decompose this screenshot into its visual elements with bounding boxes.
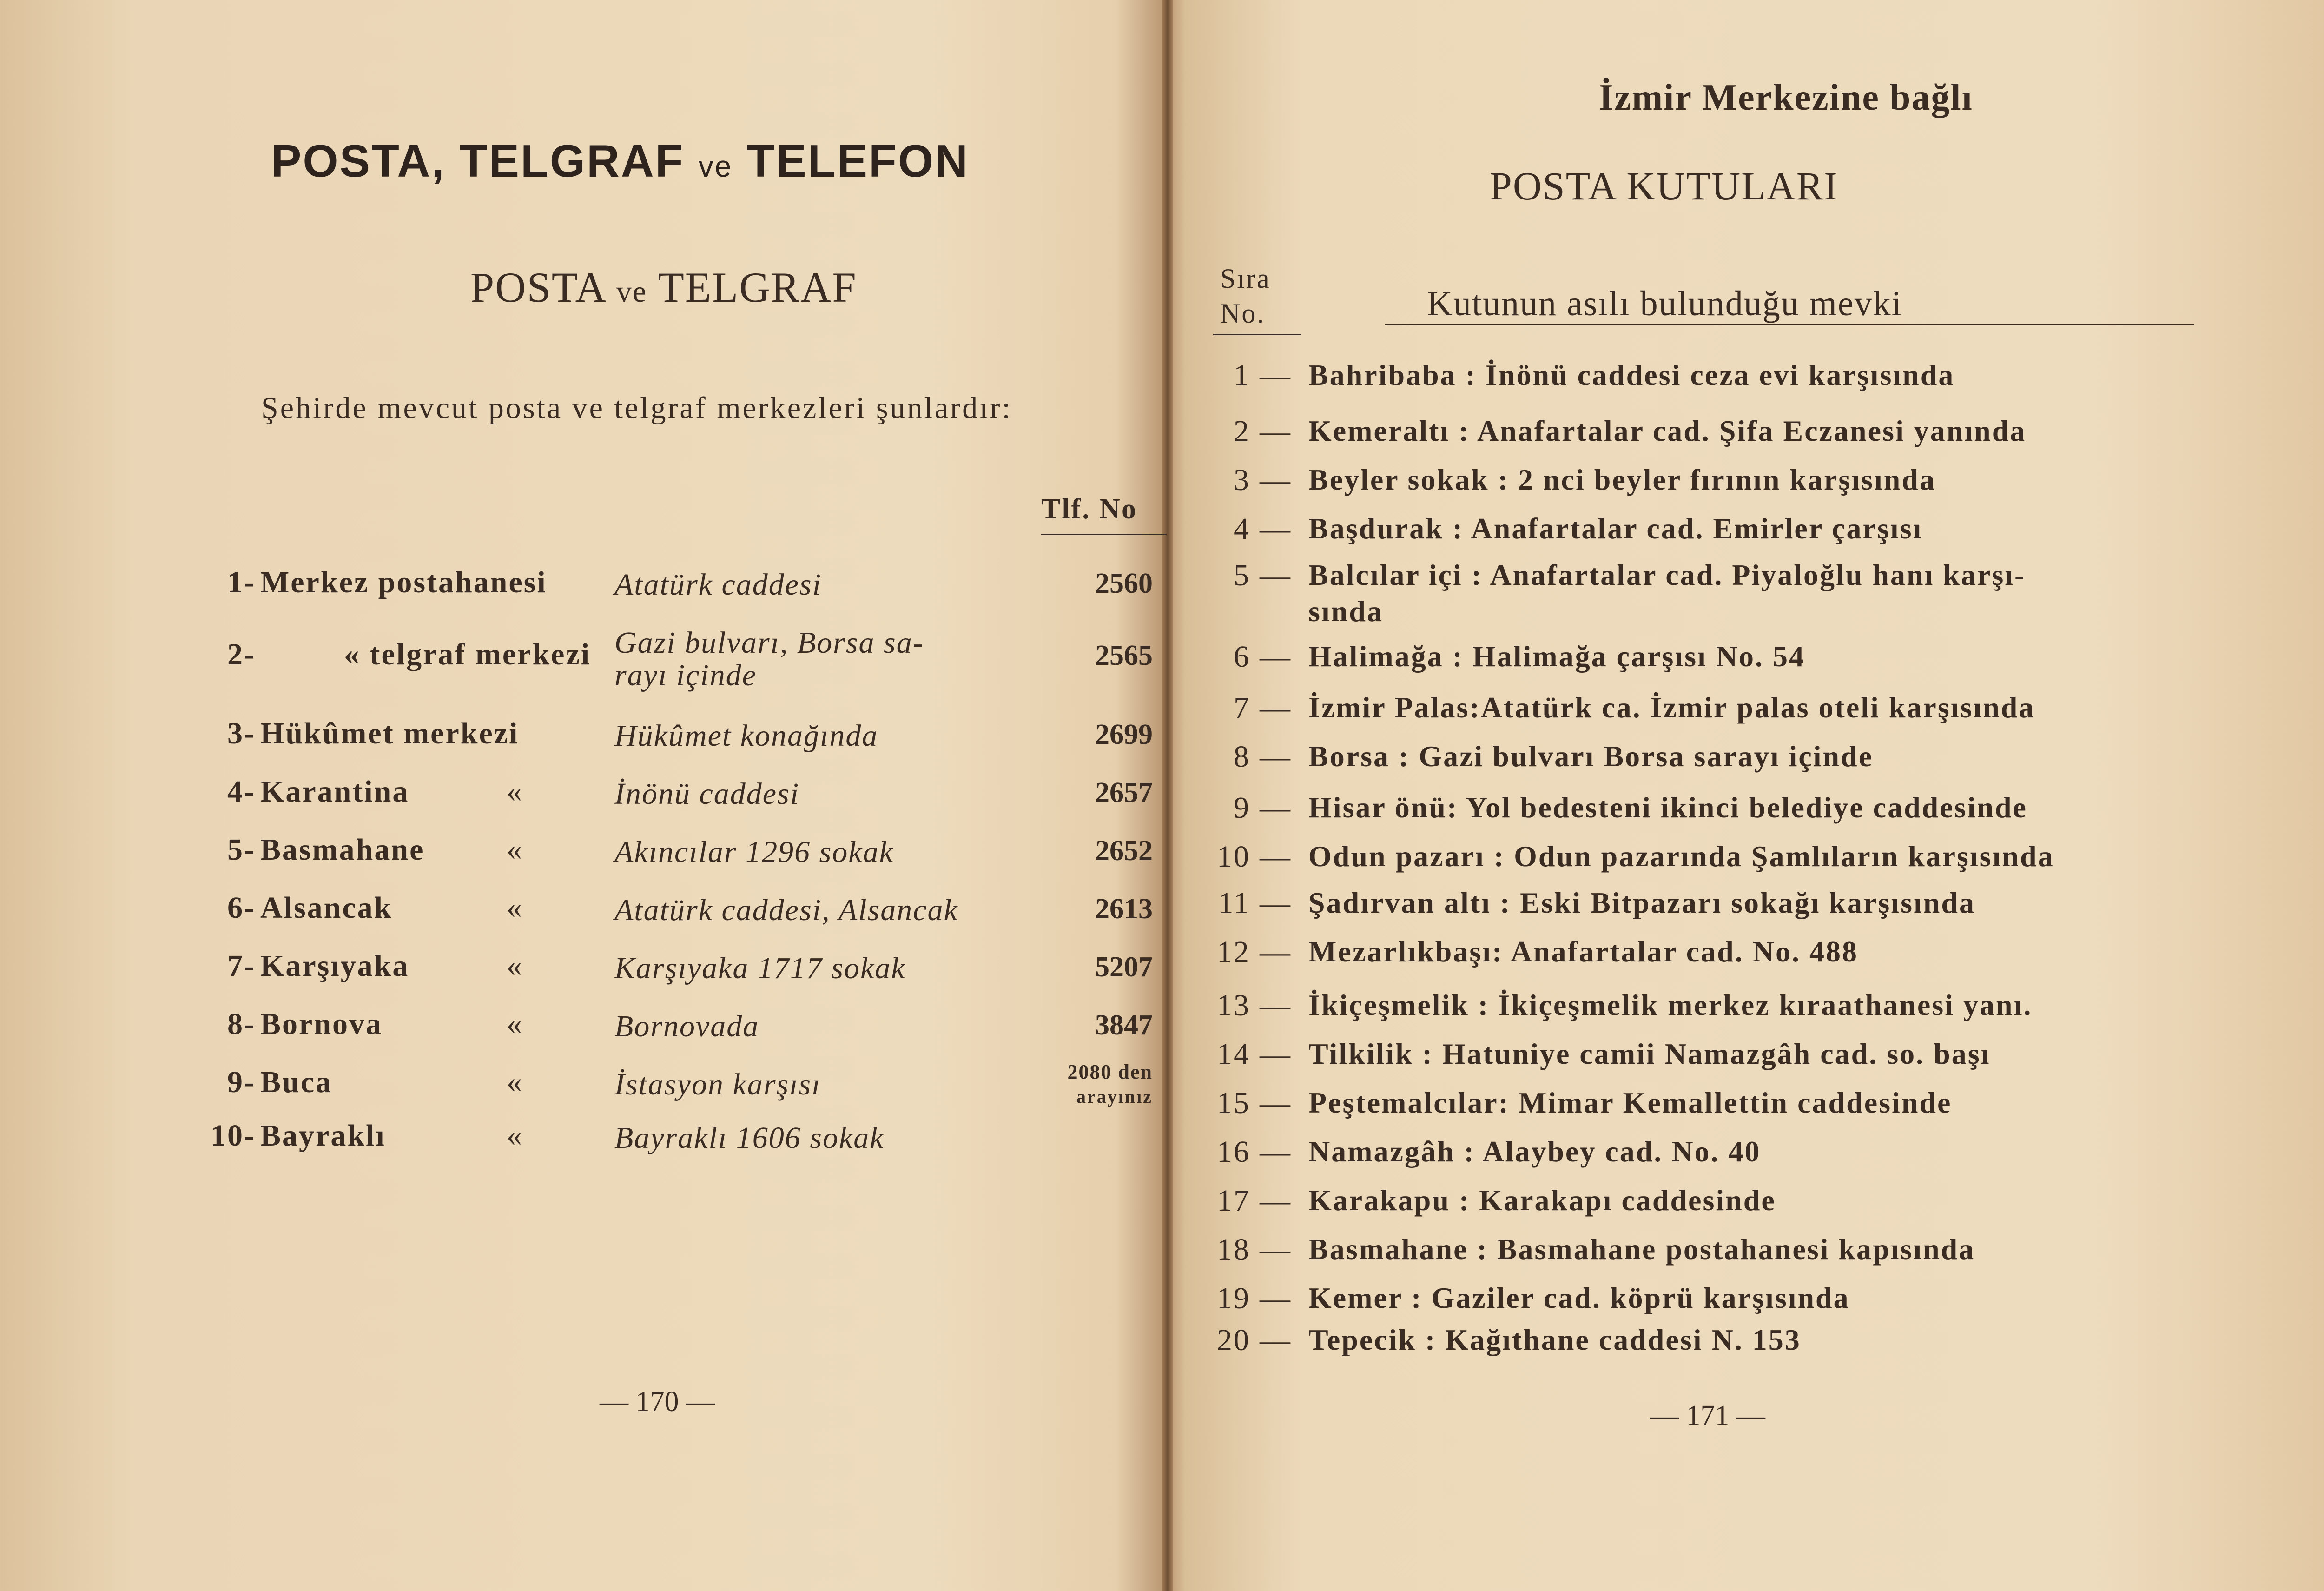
- dash: —: [1260, 1184, 1292, 1218]
- ditto-mark: «: [507, 775, 523, 809]
- phone-number: 2652: [1095, 835, 1153, 867]
- dash: —: [1260, 1233, 1292, 1266]
- dash: —: [1260, 1281, 1292, 1315]
- subtitle-a: POSTA: [470, 264, 605, 311]
- dash: —: [1260, 691, 1292, 725]
- dash: —: [1260, 512, 1292, 546]
- row-number: 3: [1234, 463, 1250, 497]
- office-address: Bayraklı 1606 sokak: [614, 1121, 885, 1155]
- dash: —: [1260, 935, 1292, 969]
- row-number: 5: [1234, 558, 1250, 592]
- mailbox-location: Basmahane : Basmahane postahanesi kapısında: [1308, 1233, 1975, 1266]
- phone-number: 2080 den: [1067, 1061, 1153, 1083]
- title-ve: ve: [698, 150, 733, 183]
- office-name: Bayraklı: [260, 1119, 386, 1153]
- subtitle-ve: ve: [616, 275, 647, 309]
- office-name: Alsancak: [260, 891, 393, 925]
- col-no-underline: [1213, 334, 1301, 335]
- row-number: 19: [1217, 1281, 1250, 1315]
- mailbox-location: Kemer : Gaziler cad. köprü karşısında: [1308, 1281, 1850, 1314]
- phone-number: 2699: [1095, 719, 1153, 750]
- office-address: Atatürk caddesi, Alsancak: [614, 893, 958, 927]
- row-number: 6: [1234, 640, 1250, 674]
- office-name: Hükûmet merkezi: [260, 716, 519, 750]
- office-name: « telgraf merkezi: [344, 637, 591, 671]
- col-no-label-a: Sıra: [1220, 263, 1271, 294]
- col-location-underline: [1385, 324, 2194, 325]
- office-name: Bornova: [260, 1007, 383, 1041]
- row-number: 4-: [227, 775, 256, 809]
- dash: —: [1260, 1086, 1292, 1120]
- row-number: 9: [1234, 791, 1250, 825]
- intro-text: Şehirde mevcut posta ve telgraf merkezleri şunlardır:: [261, 391, 1012, 425]
- phone-column-header: Tlf. No: [1041, 493, 1137, 525]
- dash: —: [1260, 791, 1292, 825]
- mailbox-location: Mezarlıkbaşı: Anafartalar cad. No. 488: [1308, 935, 1858, 968]
- row-number: 15: [1217, 1086, 1250, 1120]
- mailbox-location: Namazgâh : Alaybey cad. No. 40: [1308, 1135, 1761, 1168]
- page-title: POSTA KUTULARI: [1490, 164, 1838, 208]
- dash: —: [1260, 558, 1292, 592]
- dash: —: [1260, 640, 1292, 674]
- subtitle-b: TELGRAF: [658, 264, 857, 311]
- dash: —: [1260, 414, 1292, 448]
- row-number: 1: [1234, 358, 1250, 392]
- phone-number: 3847: [1095, 1009, 1153, 1041]
- office-address: Akıncılar 1296 sokak: [614, 835, 894, 869]
- phone-note: arayınız: [1076, 1086, 1153, 1107]
- office-address: İstasyon karşısı: [614, 1067, 821, 1101]
- phone-number: 2613: [1095, 893, 1153, 925]
- row-number: 7-: [227, 949, 256, 983]
- phone-number: 2560: [1095, 568, 1153, 599]
- mailbox-location: Peştemalcılar: Mimar Kemallettin caddesinde: [1308, 1086, 1952, 1119]
- dash: —: [1260, 840, 1292, 874]
- ditto-mark: «: [507, 1007, 523, 1041]
- ditto-mark: «: [507, 1065, 523, 1099]
- row-number: 8: [1234, 740, 1250, 774]
- office-name: Karşıyaka: [260, 949, 409, 983]
- office-address: Hükûmet konağında: [614, 719, 878, 753]
- mailbox-location: Beyler sokak : 2 nci beyler fırının karşısında: [1308, 463, 1936, 496]
- office-name: Merkez postahanesi: [260, 565, 547, 599]
- row-number: 8-: [227, 1007, 256, 1041]
- dash: —: [1260, 1037, 1292, 1071]
- office-address: Atatürk caddesi: [614, 568, 822, 602]
- row-number: 17: [1217, 1184, 1250, 1218]
- row-number: 1-: [227, 565, 256, 599]
- page-number: — 171 —: [1650, 1400, 1765, 1432]
- title-main: POSTA, TELGRAF: [271, 135, 685, 186]
- row-number: 2-: [227, 637, 256, 671]
- phone-number: 2565: [1095, 640, 1153, 671]
- row-number: 18: [1217, 1233, 1250, 1266]
- office-address: İnönü caddesi: [614, 777, 800, 811]
- row-number: 20: [1217, 1323, 1250, 1357]
- row-number: 12: [1217, 935, 1250, 969]
- book-gutter: [1162, 0, 1173, 1591]
- dash: —: [1260, 358, 1292, 392]
- mailbox-location: Kemeraltı : Anafartalar cad. Şifa Eczanesi yanında: [1308, 414, 2027, 447]
- ditto-mark: «: [507, 833, 523, 867]
- row-number: 13: [1217, 988, 1250, 1022]
- dash: —: [1260, 463, 1292, 497]
- row-number: 7: [1234, 691, 1250, 725]
- phone-number: 5207: [1095, 951, 1153, 983]
- mailbox-location: Odun pazarı : Odun pazarında Şamlıların karşısında: [1308, 840, 2054, 873]
- page-heading: İzmir Merkezine bağlı: [1599, 77, 1973, 118]
- row-number: 2: [1234, 414, 1250, 448]
- row-number: 10-: [211, 1119, 256, 1153]
- title-end: TELEFON: [746, 135, 969, 186]
- office-name: Karantina: [260, 775, 409, 809]
- dash: —: [1260, 740, 1292, 774]
- row-number: 9-: [227, 1065, 256, 1099]
- header-underline: [1041, 534, 1167, 535]
- mailbox-location: İkiçeşmelik : İkiçeşmelik merkez kıraathanesi yanı.: [1308, 988, 2033, 1021]
- mailbox-location: Tilkilik : Hatuniye camii Namazgâh cad. so. başı: [1308, 1037, 1991, 1070]
- ditto-mark: «: [507, 949, 523, 983]
- page-title: [271, 135, 969, 187]
- mailbox-location: Tepecik : Kağıthane caddesi N. 153: [1308, 1323, 1801, 1356]
- col-location-label: Kutunun asılı bulunduğu mevki: [1427, 284, 1902, 323]
- office-address: Bornovada: [614, 1009, 759, 1043]
- office-address-cont: rayı içinde: [614, 658, 757, 692]
- section-subtitle: [470, 263, 857, 312]
- dash: —: [1260, 988, 1292, 1022]
- page-number: — 170 —: [600, 1386, 715, 1418]
- mailbox-location: İzmir Palas:Atatürk ca. İzmir palas oteli karşısında: [1308, 691, 2035, 724]
- row-number: 5-: [227, 833, 256, 867]
- mailbox-location: Hisar önü: Yol bedesteni ikinci belediye caddesinde: [1308, 791, 2027, 824]
- dash: —: [1260, 1135, 1292, 1169]
- office-address: Karşıyaka 1717 sokak: [614, 951, 906, 985]
- phone-number: 2657: [1095, 777, 1153, 809]
- row-number: 3-: [227, 716, 256, 750]
- mailbox-location-cont: sında: [1308, 595, 1383, 628]
- dash: —: [1260, 1323, 1292, 1357]
- row-number: 14: [1217, 1037, 1250, 1071]
- mailbox-location: Başdurak : Anafartalar cad. Emirler çarşısı: [1308, 512, 1923, 545]
- row-number: 11: [1218, 886, 1250, 920]
- office-name: Basmahane: [260, 833, 425, 867]
- dash: —: [1260, 886, 1292, 920]
- mailbox-location: Balcılar içi : Anafartalar cad. Piyaloğlu hanı karşı-: [1308, 558, 2026, 591]
- ditto-mark: «: [507, 891, 523, 925]
- mailbox-location: Borsa : Gazi bulvarı Borsa sarayı içinde: [1308, 740, 1874, 773]
- row-number: 10: [1217, 840, 1250, 874]
- row-number: 6-: [227, 891, 256, 925]
- mailbox-location: Karakapu : Karakapı caddesinde: [1308, 1184, 1776, 1217]
- col-no-label-b: No.: [1220, 298, 1266, 329]
- row-number: 4: [1234, 512, 1250, 546]
- office-address: Gazi bulvarı, Borsa sa-: [614, 626, 924, 660]
- row-number: 16: [1217, 1135, 1250, 1169]
- mailbox-location: Halimağa : Halimağa çarşısı No. 54: [1308, 640, 1806, 673]
- mailbox-location: Şadırvan altı : Eski Bitpazarı sokağı karşısında: [1308, 886, 1975, 919]
- office-name: Buca: [260, 1065, 333, 1099]
- mailbox-location: Bahribaba : İnönü caddesi ceza evi karşısında: [1308, 358, 1955, 391]
- ditto-mark: «: [507, 1119, 523, 1153]
